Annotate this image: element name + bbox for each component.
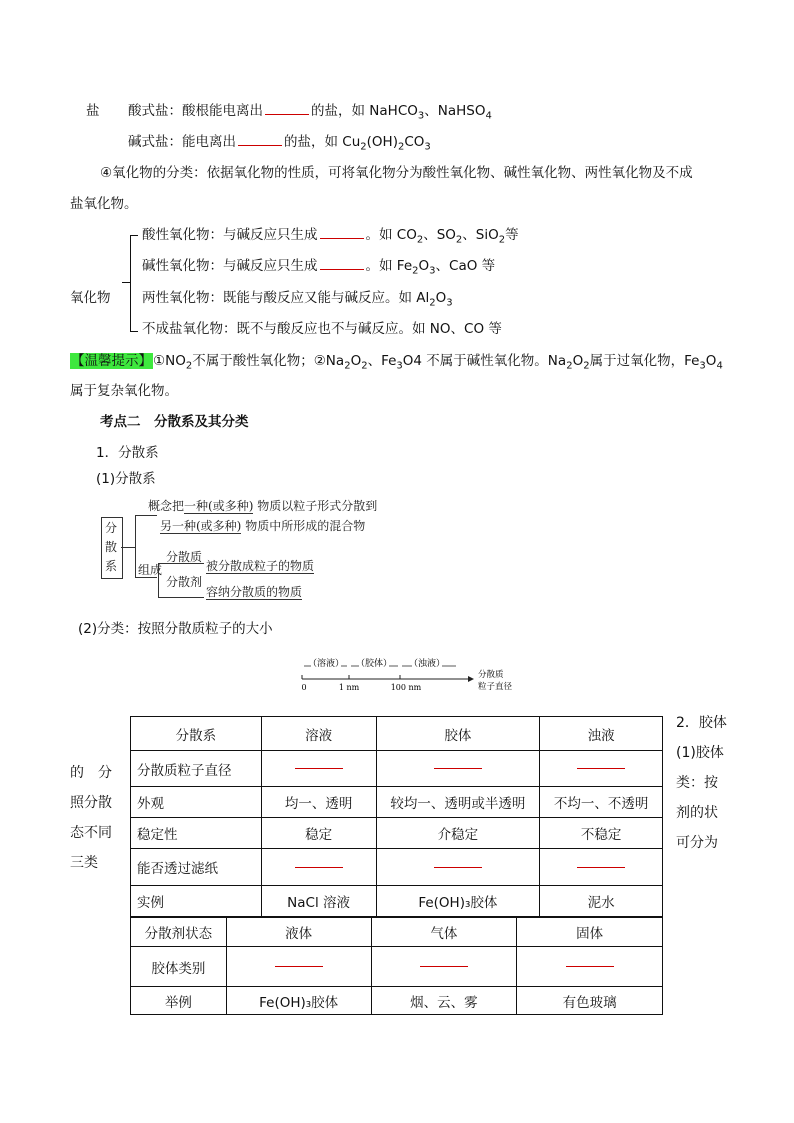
oxide-label: 氧化物 <box>70 290 111 306</box>
scale-label-solution: （溶液） <box>307 659 345 669</box>
blank-line <box>295 768 343 769</box>
oxide-intro-line1: ④氧化物的分类：依据氧化物的性质，可将氧化物分为酸性氧化物、碱性氧化物、两性氧化物及不成 <box>100 165 693 181</box>
basic-oxide-line: 碱性氧化物：与碱反应只生成 。如 $Fe_2O_3$、CaO 等 <box>142 258 496 277</box>
colloid-type-table <box>130 917 663 1015</box>
blank-line <box>275 966 323 967</box>
subheading-2: (2)分类：按照分散质粒子的大小 <box>78 621 273 637</box>
scale-arrow <box>468 676 474 682</box>
table-row: 分散质粒子直径 <box>131 751 663 787</box>
scale-label-colloid: （胶体） <box>355 659 393 669</box>
tick-1nm: 1 nm <box>338 683 360 692</box>
blank-line <box>295 867 343 868</box>
table-row: 举例 Fe(OH)₃胶体 烟、云、雾 有色玻璃 <box>131 987 663 1015</box>
dispersion-table <box>130 716 663 917</box>
acid-salt-line: 酸式盐：酸根能电离出 的盐，如 NaHCO$_3$、NaHSO$_4$ <box>128 103 492 122</box>
tip-label: 【温馨提示】 <box>71 353 152 369</box>
blank-line <box>434 867 482 868</box>
axis-label-2: 粒子直径 <box>478 682 513 692</box>
neutral-oxide-line: 不成盐氧化物：既不与酸反应也不与碱反应。如 NO、CO 等 <box>142 321 502 337</box>
oxide-intro-line2: 盐氧化物。 <box>70 196 138 212</box>
scale-label-suspension: （浊液） <box>408 659 446 669</box>
amphoteric-oxide-line: 两性氧化物：既能与酸反应又能与碱反应。如 $Al_2O_3$ <box>142 290 453 309</box>
axis-label-1: 分散质 <box>478 670 504 680</box>
blank-line <box>420 966 468 967</box>
table-row: 外观 均一、透明 较均一、透明或半透明 不均一、不透明 <box>131 787 663 818</box>
salt-label: 盐 <box>86 103 100 119</box>
concept-line1: 概念把一种(或多种) 物质以粒子形式分散到 <box>148 499 378 513</box>
subheading-1a: (1)分散系 <box>96 471 156 487</box>
table-header-row: 分散剂状态 液体 气体 固体 <box>131 918 663 947</box>
table-row: 能否透过滤纸 <box>131 849 663 886</box>
blank-line <box>577 768 625 769</box>
right-margin-text: 2．胶体 (1)胶体 类：按 剂的状 可分为 <box>676 715 727 851</box>
tick-0: 0 <box>301 683 307 692</box>
table-row: 稳定性 稳定 介稳定 不稳定 <box>131 818 663 849</box>
blank-line <box>238 133 282 146</box>
tip-line2: 属于复杂氧化物。 <box>70 383 178 399</box>
blank-line <box>320 257 364 270</box>
section-title: 考点二 分散系及其分类 <box>100 414 249 430</box>
left-margin-text: 的 分 照分散 态不同 三类 <box>70 765 112 871</box>
blank-line <box>577 867 625 868</box>
blank-line <box>434 768 482 769</box>
table-header-row: 分散系 溶液 胶体 浊液 <box>131 717 663 751</box>
blank-line <box>320 226 364 239</box>
table-row: 胶体类别 <box>131 947 663 987</box>
tick-100nm: 100 nm <box>390 683 422 692</box>
oxide-brace <box>130 235 131 331</box>
particle-size-scale <box>296 652 536 694</box>
concept-line2: 另一种(或多种) 物质中所形成的混合物 <box>160 519 366 533</box>
blank-line <box>265 102 309 115</box>
blank-line <box>566 966 614 967</box>
acidic-oxide-line: 酸性氧化物：与碱反应只生成 。如 $CO_2$、$SO_2$、SiO$_2$等 <box>142 227 519 246</box>
table-row: 实例 NaCl 溶液 Fe(OH)₃胶体 泥水 <box>131 886 663 917</box>
basic-salt-line: 碱式盐：能电离出 的盐，如 $Cu_2(OH)_2CO_3$ <box>128 134 431 153</box>
tip-line1: 【温馨提示】$①NO_2$不属于酸性氧化物；$②Na_2O_2$、$Fe_3O4$ 不属于碱性氧化物。$Na_2O_2$属于过氧化物，$Fe_3O_4$ <box>71 353 723 372</box>
subheading-1: 1．分散系 <box>96 445 159 461</box>
